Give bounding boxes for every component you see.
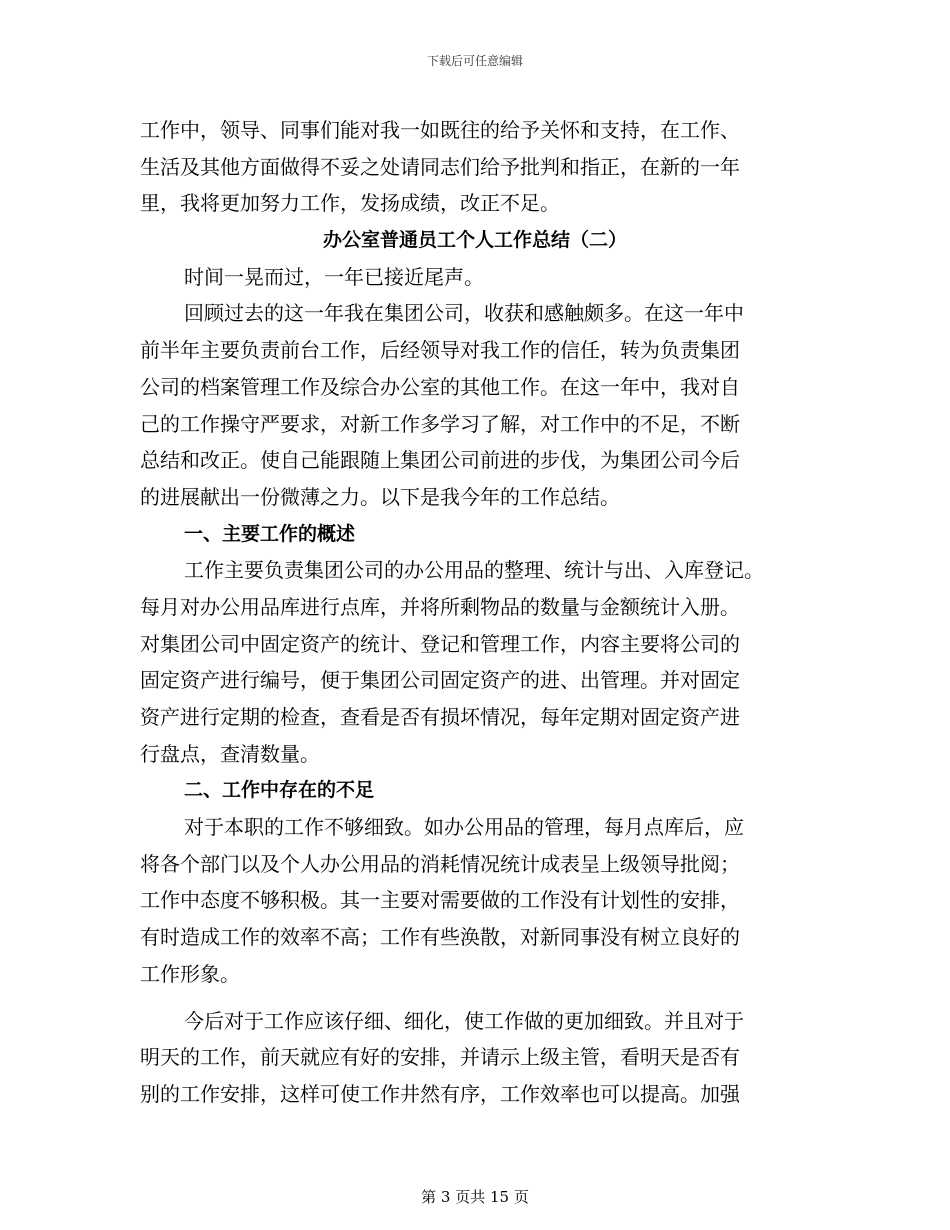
section-title: 办公室普通员工个人工作总结（二） [322,229,627,252]
paragraph-line: 固定资产进行编号，便于集团公司固定资产的进、出管理。并对固定 [140,668,740,693]
paragraph-line: 公司的档案管理工作及综合办公室的其他工作。在这一年中，我对自 [140,374,740,399]
paragraph-line: 将各个部门以及个人办公用品的消耗情况统计成表呈上级领导批阅； [140,851,740,876]
paragraph-line: 资产进行定期的检查，查看是否有损坏情况，每年定期对固定资产进 [140,705,740,729]
paragraph-line: 工作中态度不够积极。其一主要对需要做的工作没有计划性的安排， [140,888,740,913]
paragraph-line: 总结和改正。使自己能跟随上集团公司前进的步伐，为集团公司今后 [140,448,740,473]
paragraph-line: 对于本职的工作不够细致。如办公用品的管理，每月点库后，应 [184,815,744,840]
paragraph-line: 前半年主要负责前台工作，后经领导对我工作的信任，转为负责集团 [140,338,740,363]
paragraph-line: 每月对办公用品库进行点库，并将所剩物品的数量与金额统计入册。 [140,594,740,619]
paragraph-line: 里，我将更加努力工作，发扬成绩，改正不足。 [140,191,560,216]
page-footer: 第 3 页共 15 页 [421,1188,529,1206]
paragraph-line: 明天的工作，前天就应有好的安排，并请示上级主管，看明天是否有 [140,1045,740,1070]
paragraph-line: 生活及其他方面做得不妥之处请同志们给予批判和指正，在新的一年 [140,154,740,179]
paragraph-line: 工作主要负责集团公司的办公用品的整理、统计与出、入库登记。 [184,558,764,583]
paragraph-gap [140,993,810,1003]
paragraph-line: 时间一晃而过，一年已接近尾声。 [184,264,484,289]
paragraph-line: 工作中，领导、同事们能对我一如既往的给予关怀和支持，在工作、 [140,118,740,142]
document-body [140,112,810,1113]
page-header: 下载后可任意编辑 [426,54,523,68]
paragraph-line: 工作形象。 [140,961,240,986]
paragraph-line: 有时造成工作的效率不高；工作有些涣散，对新同事没有树立良好的 [140,925,740,950]
paragraph-line: 别的工作安排，这样可使工作井然有序，工作效率也可以提高。加强 [140,1081,740,1106]
paragraph-line: 己的工作操守严要求，对新工作多学习了解，对工作中的不足，不断 [140,411,740,436]
paragraph-line: 回顾过去的这一年我在集团公司，收获和感触颇多。在这一年中 [184,301,744,326]
paragraph-line: 行盘点，查清数量。 [140,741,320,766]
section-heading: 二、工作中存在的不足 [184,779,375,802]
paragraph-line: 的进展献出一份微薄之力。以下是我今年的工作总结。 [140,484,620,509]
section-heading: 一、主要工作的概述 [184,522,356,545]
paragraph-line: 今后对于工作应该仔细、细化，使工作做的更加细致。并且对于 [184,1008,744,1033]
paragraph-line: 对集团公司中固定资产的统计、登记和管理工作，内容主要将公司的 [140,631,740,656]
